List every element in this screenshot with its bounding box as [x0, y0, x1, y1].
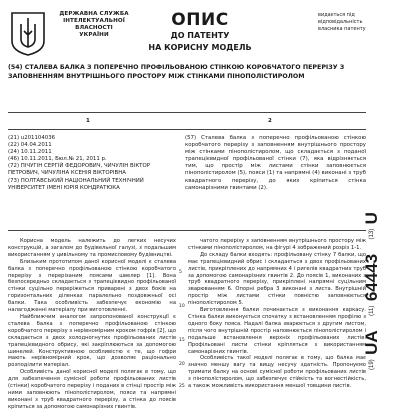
- divider: [8, 230, 366, 231]
- invention-title: (54) СТАЛЕВА БАЛКА З ПОПЕРЕЧНО ПРОФІЛЬОВАНОЮ СТІНКОЮ КОРОБЧАТОГО ПЕРЕРІЗУ З ЗАПОВНЕННЯМ ВНУТРІШНЬОГО ПРОСТОРУ МІЖ СТІНКАМИ ПІНОПОЛІСТИРОЛОМ: [8, 64, 345, 80]
- paragraph: Особливість такої моделі полягає в тому, що балка має значно меншу вагу та вищу несучу здатність. Пропонуємо тримати балку на основі сумісної роботи профільованих листів з пінополістиролом, що забезпечує стійкість та вогнестійкість, а також можливість використання меншої товщини листів.: [188, 355, 366, 390]
- paragraph: чатого перерізу з заповненням внутрішнього простору між стінками пінополістиролом, на фігурі 4 зображений розріз 1-1.: [188, 238, 366, 251]
- agency-line: ДЕРЖАВНА СЛУЖБА: [59, 11, 129, 17]
- agency-line: ІНТЕЛЕКТУАЛЬНОЇ: [63, 18, 125, 24]
- issuance-note: видається під відповідальність власника патенту: [318, 12, 366, 32]
- agency-line: УКРАЇНИ: [79, 32, 109, 38]
- paragraph: Виготовлення балки починається з виконання каркасу. Стінка балки виконується спочатку з встановленням профілю з одного боку пояса. Надалі балка зварюється з другим листом, після чого внутрішній простір наповнюється пінополістиролом і подальше встановлення верхніх профільованих листів. Профільовані листи стінки кріпляться з використанням самонарізних гвинтів.: [188, 307, 366, 355]
- document-subtitle-1: ДО ПАТЕНТУ: [170, 31, 230, 40]
- divider: [8, 112, 366, 113]
- patent-number: 64443: [362, 253, 381, 302]
- patent-number-code: [362, 212, 382, 370]
- biblio-field: (21) u201104036: [8, 135, 56, 141]
- biblio-field: (72) ПІЧУГІН СЕРГІЙ ФЕДОРОВИЧ, ЧИЧУЛІН ВІКТОР ПЕТРОВИЧ, ЧИЧУЛІНА КСЕНІЯ ВІКТОРІВНА: [8, 163, 150, 177]
- paragraph: Корисна модель належить до легких несучих конструкцій, а загалом до будівельної галузі, з подальшим використанням у цивільному та промисловому будівництві.: [8, 238, 176, 258]
- country-code: UA: [362, 330, 381, 355]
- bibliographic-data: [8, 135, 176, 192]
- abstract-claim: (57) Сталева балка з поперечно профільованою стінкою коробчатого перерізу з заповненням внутрішнього простору між стінками пінополістиролом, що складається з поданої трапецієвидної профільованої стінки (7), яка відрізняється тим, що простір між листами стінки заповнюється пінополістиролом (5), пояси (1) та напрямні (4) виконані з труб квадратного перерізу, до яких кріпиться стінка самонарізними гвинтами (2).: [185, 135, 366, 191]
- divider: [8, 129, 366, 130]
- document-type: [0, 30, 400, 54]
- line-number: 20: [179, 362, 185, 367]
- document-subtitle-2: НА КОРИСНУ МОДЕЛЬ: [148, 43, 252, 52]
- line-number: 5: [179, 270, 182, 275]
- description-right-column: [188, 238, 366, 390]
- country-code-prefix: (19): [369, 359, 375, 370]
- line-number: 10: [179, 304, 185, 309]
- kind-code-prefix: (13): [369, 228, 375, 240]
- paragraph: Найближчим аналогом запропонованої конструкції є сталева балка з поперечно профільованою стінкою коробчатого перерізу з нерівномірним кроком гофрів [2], що складається з двох холодногнутих профільованих листів трапецієвидного обрису, які закріплюються за допомогою шинелей. Конструктивною особливістю є те, що гофри мають нерівномірний крок, що дозволяє раціонально розподілити матеріал.: [8, 313, 176, 369]
- paragraph: Близьким прототипом даної корисної моделі є сталева балка з поперечно профільованою стінкою коробчатого перерізу з перерізаним поясами швелер [1]. Вона безпосередньо складається з трапецієвидно профільованої стінки суцільно переріжеться приварені з двох боків на горизонтальних діленках паралельно поздовжньої осі балки. Така особливість забезпечує економію на налагодженні матеріалу при виготовленні.: [8, 258, 176, 314]
- document-title: ОПИС: [171, 10, 229, 30]
- paragraph: До складу балки входять: профільовану стінку 7 балки, що має трапецієвидний обрис і складається з двох профільованих листів, прикріплених до напрямних 4 і ригелів квадратних труб за допомогою самонарізних гвинтів 2. До поясів 1, виконаних з труб квадратного перерізу, прикріплені напрямні суцільним зварюванням 6. Опорні ребра 3 виконані з листа. Внутрішній простір між листами стінки повністю заповнюється пінополістиролом 5.: [188, 251, 366, 307]
- biblio-field: (24) 10.11.2011: [8, 149, 52, 156]
- biblio-field: (73) ПОЛТАВСЬКИЙ НАЦІОНАЛЬНИЙ ТЕХНІЧНИЙ УНІВЕРСИТЕТ ІМЕНІ ЮРІЯ КОНДРАТЮКА: [8, 177, 144, 191]
- kind-code: U: [362, 212, 381, 225]
- column-number-2: 2: [268, 118, 272, 124]
- biblio-field: (22) 04.04.2011: [8, 142, 52, 149]
- line-number: 25: [179, 384, 185, 389]
- description-left-column: [8, 238, 176, 411]
- paragraph: Особливість даної корисної моделі полягає в тому, що для забезпечення сумісної роботи профільованих листів (стінки) коробчатого перерізу і поданих в стінці простір між ними заповнюють пінополістиролом, пояси та напрямні виконані з труб квадратного перерізу, а стінка до поясів кріпиться за допомогою самонарізних гвинтів.: [8, 369, 176, 410]
- biblio-field: (46) 10.11.2011, Бюл.№ 21, 2011 р.: [8, 156, 107, 163]
- number-prefix: (11): [369, 305, 375, 316]
- agency-line: ВЛАСНОСТІ: [75, 25, 113, 31]
- line-number: 15: [179, 338, 185, 343]
- column-number-1: 1: [86, 118, 90, 124]
